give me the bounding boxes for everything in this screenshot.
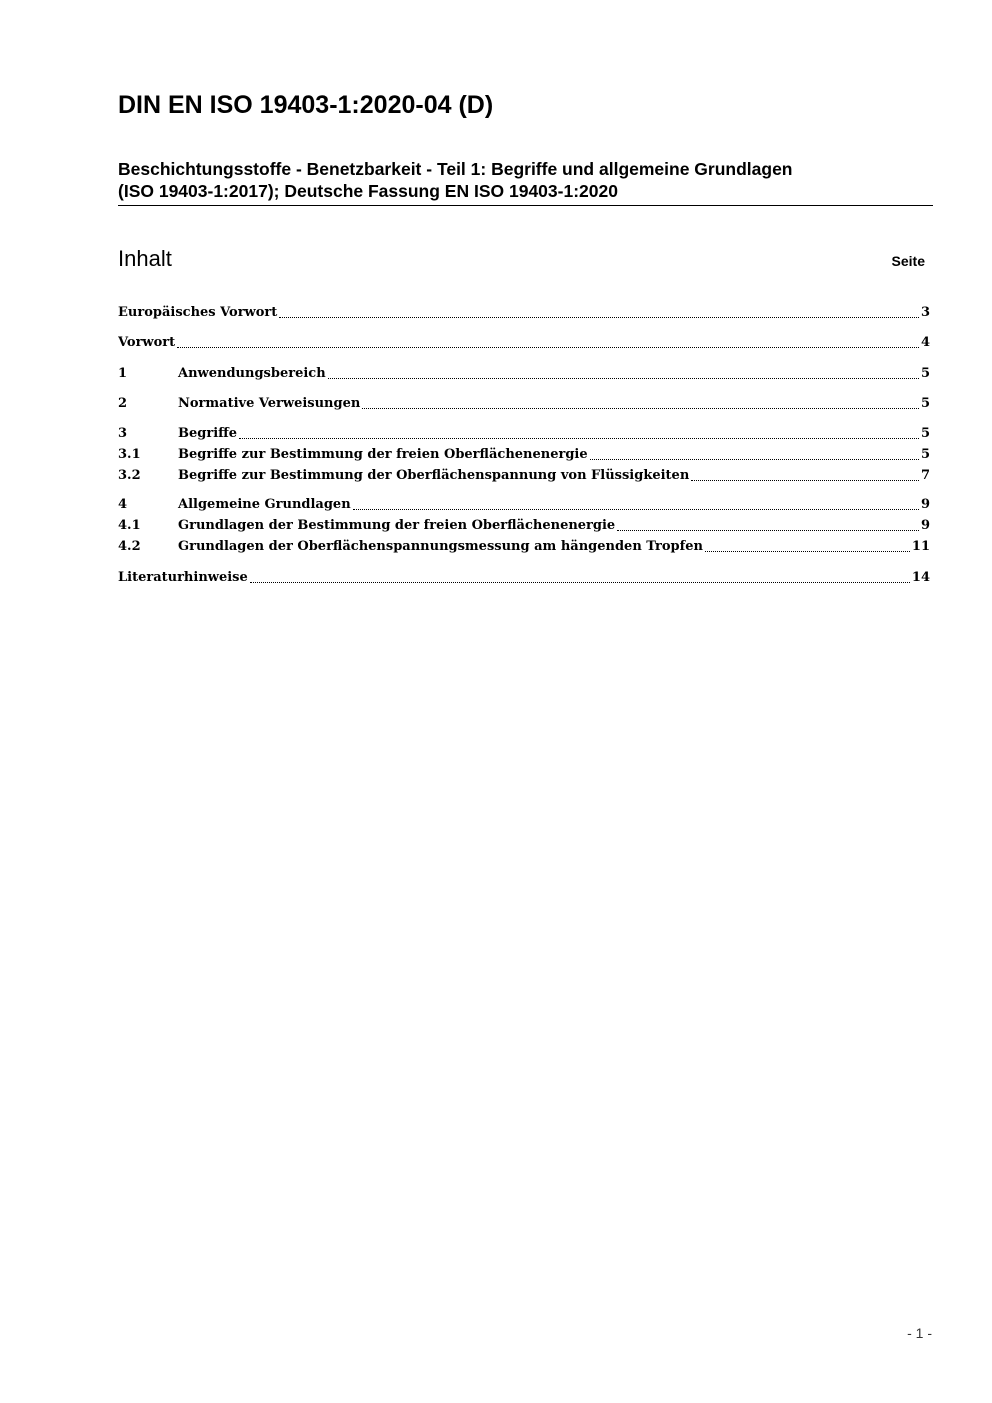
toc-entry-label: Normative Verweisungen xyxy=(178,396,361,411)
toc-entry-number: 4 xyxy=(118,497,128,512)
toc-entry-number: 3.1 xyxy=(118,447,141,462)
toc-entry-page: 5 xyxy=(920,447,930,462)
toc-dot-leader xyxy=(250,582,910,583)
document-title: DIN EN ISO 19403-1:2020-04 (D) xyxy=(118,91,494,119)
toc-entry-page: 14 xyxy=(911,570,930,585)
document-subtitle-line-1: Beschichtungsstoffe - Benetzbarkeit - Teil 1: Begriffe und allgemeine Grundlagen xyxy=(118,159,793,179)
toc-entry-page: 3 xyxy=(920,305,930,320)
toc-heading: Inhalt xyxy=(118,246,172,271)
toc-entry-page: 4 xyxy=(920,335,930,350)
toc-entry-page: 5 xyxy=(920,426,930,441)
toc-entry-label: Anwendungsbereich xyxy=(178,366,326,381)
toc-entry-vorwort[interactable] xyxy=(118,332,930,352)
page-number: - 1 - xyxy=(907,1325,932,1341)
toc-dot-leader xyxy=(279,317,919,318)
toc-entry-number: 4.1 xyxy=(118,518,141,533)
toc-entry-label: Allgemeine Grundlagen xyxy=(178,497,351,512)
toc-entry-2[interactable] xyxy=(118,393,930,413)
toc-entry-label: Vorwort xyxy=(118,335,176,350)
toc-dot-leader xyxy=(705,551,910,552)
toc-dot-leader xyxy=(328,378,919,379)
toc-entry-label: Begriffe xyxy=(178,426,238,441)
toc-dot-leader xyxy=(353,509,919,510)
toc-entry-page: 11 xyxy=(911,539,930,554)
toc-dot-leader xyxy=(617,530,919,531)
toc-entry-4-2[interactable] xyxy=(118,536,930,556)
toc-entry-page: 5 xyxy=(920,366,930,381)
toc-entry-number: 3 xyxy=(118,426,128,441)
toc-entry-3[interactable] xyxy=(118,423,930,443)
toc-entry-number: 4.2 xyxy=(118,539,141,554)
toc-page-column-label: Seite xyxy=(891,253,925,269)
toc-entry-literaturhinweise[interactable] xyxy=(118,567,930,587)
toc-entry-label: Europäisches Vorwort xyxy=(118,305,278,320)
toc-entry-1[interactable] xyxy=(118,363,930,383)
toc-entry-europaeisches-vorwort[interactable] xyxy=(118,302,930,322)
document-subtitle-line-2: (ISO 19403-1:2017); Deutsche Fassung EN ISO 19403-1:2020 xyxy=(118,181,618,201)
toc-entry-page: 9 xyxy=(920,518,930,533)
toc-entry-label: Grundlagen der Oberflächenspannungsmessung am hängenden Tropfen xyxy=(178,539,703,554)
toc-entry-page: 5 xyxy=(920,396,930,411)
toc-entry-3-1[interactable] xyxy=(118,444,930,464)
toc-dot-leader xyxy=(362,408,919,409)
toc-entry-label: Begriffe zur Bestimmung der Oberflächenspannung von Flüssigkeiten xyxy=(178,468,690,483)
toc-entry-4[interactable] xyxy=(118,494,930,514)
toc-entry-3-2[interactable] xyxy=(118,465,930,485)
toc-dot-leader xyxy=(239,438,919,439)
toc-entry-number: 1 xyxy=(118,366,128,381)
toc-entry-page: 9 xyxy=(920,497,930,512)
toc-entry-label: Begriffe zur Bestimmung der freien Oberflächenenergie xyxy=(178,447,588,462)
toc-dot-leader xyxy=(590,459,919,460)
toc-entry-number: 2 xyxy=(118,396,128,411)
toc-entry-page: 7 xyxy=(920,468,930,483)
toc-entry-number: 3.2 xyxy=(118,468,141,483)
document-subtitle xyxy=(118,158,933,206)
toc-entry-label: Grundlagen der Bestimmung der freien Oberflächenenergie xyxy=(178,518,616,533)
toc-dot-leader xyxy=(691,480,919,481)
toc-entry-4-1[interactable] xyxy=(118,515,930,535)
toc-dot-leader xyxy=(177,347,919,348)
toc-entry-label: Literaturhinweise xyxy=(118,570,248,585)
